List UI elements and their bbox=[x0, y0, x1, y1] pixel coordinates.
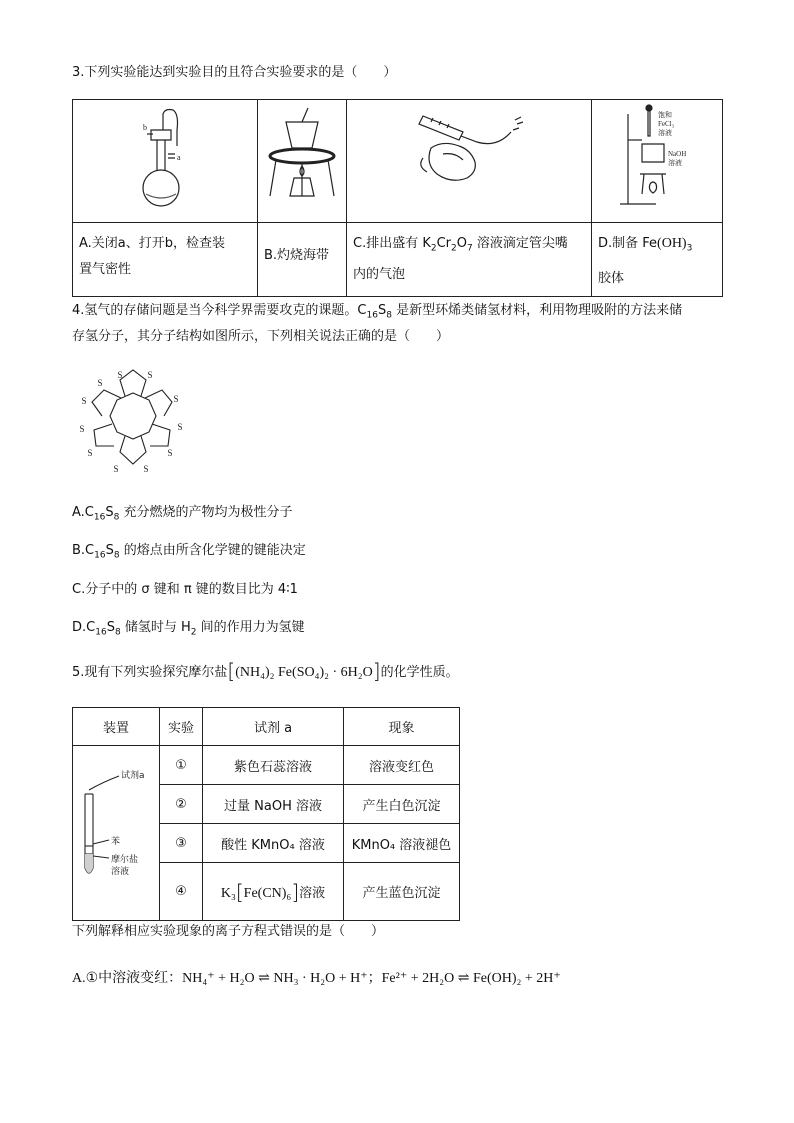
q5-row2-num: ② bbox=[160, 785, 203, 824]
q5-question: 下列解释相应实验现象的离子方程式错误的是（ ） bbox=[72, 924, 385, 939]
svg-text:S: S bbox=[117, 370, 123, 380]
q3-table bbox=[72, 99, 723, 297]
q5-stem: 5.现有下列实验探究摩尔盐[(NH₄)₂ Fe(SO₄)₂ · 6H₂O]的化学性质。 bbox=[72, 659, 459, 683]
svg-text:饱和: 饱和 bbox=[658, 111, 672, 119]
q5-row4-num: ④ bbox=[160, 863, 203, 921]
q5-device-cell bbox=[73, 746, 160, 921]
q3-option-a[interactable] bbox=[73, 223, 258, 297]
q5-header-phenomenon: 现象 bbox=[344, 708, 460, 746]
flask-apparatus-icon bbox=[73, 100, 257, 218]
q5-row1-phenomenon: 溶液变红色 bbox=[344, 746, 460, 785]
q4-option-c[interactable]: C.分子中的 σ 键和 π 键的数目比为 4∶1 bbox=[72, 582, 298, 597]
svg-text:试剂a: 试剂a bbox=[121, 771, 145, 781]
q3-stem: 3.下列实验能达到实验目的且符合实验要求的是（ ） bbox=[72, 65, 397, 80]
q3-b-text: B.灼烧海带 bbox=[264, 248, 330, 263]
q5-row1-reagent: 紫色石蕊溶液 bbox=[203, 746, 344, 785]
q5-header-reagent: 试剂 a bbox=[203, 708, 344, 746]
svg-text:NaOH: NaOH bbox=[668, 150, 687, 158]
q5-row1-num: ① bbox=[160, 746, 203, 785]
svg-text:摩尔盐: 摩尔盐 bbox=[111, 855, 139, 865]
svg-text:S: S bbox=[97, 378, 103, 388]
svg-text:S: S bbox=[113, 464, 119, 474]
q5-row3-num: ③ bbox=[160, 824, 203, 863]
burette-hand-icon bbox=[347, 100, 591, 218]
svg-text:S: S bbox=[143, 464, 149, 474]
q3-option-d[interactable]: D.制备 $Fe(OH)_3$ 胶体 bbox=[592, 223, 723, 297]
q4-option-b[interactable]: $B.C_{16}S_8$ 的熔点由所含化学键的键能决定 bbox=[72, 543, 306, 561]
q3-a-line2: 置气密性 bbox=[79, 262, 132, 277]
q3-image-d bbox=[592, 100, 723, 223]
q5-option-a[interactable]: A.①中溶液变红：NH₄⁺ + H₂O ⇌ NH₃ · H₂O + H⁺；Fe²⁺ + 2H₂O ⇌ Fe(OH)₂ + 2H⁺ bbox=[72, 971, 561, 986]
q3-c-line2: 内的气泡 bbox=[353, 266, 406, 282]
q5-row4-phenomenon: 产生蓝色沉淀 bbox=[344, 863, 460, 921]
svg-text:苯: 苯 bbox=[111, 837, 121, 847]
q5-row3-reagent: 酸性 KMnO₄ 溶液 bbox=[203, 824, 344, 863]
svg-text:S: S bbox=[173, 394, 179, 404]
svg-text:S: S bbox=[177, 422, 183, 432]
q3-image-b bbox=[258, 100, 347, 223]
q4-option-a[interactable]: $A.C_{16}S_8$ 充分燃烧的产物均为极性分子 bbox=[72, 505, 293, 523]
q3-option-c[interactable]: C.排出盛有 $K_2Cr_2O_7$ 溶液滴定管尖嘴 内的气泡 bbox=[347, 223, 592, 297]
crucible-tripod-icon bbox=[258, 100, 346, 218]
test-tube-icon bbox=[73, 746, 159, 916]
q3-option-b[interactable] bbox=[258, 223, 347, 297]
svg-text:b: b bbox=[143, 123, 147, 132]
q3-a-line1: A.关闭a、打开b，检查装 bbox=[79, 236, 226, 251]
svg-text:S: S bbox=[87, 448, 93, 458]
q4-option-d[interactable]: $D.C_{16}S_8$ 储氢时与 $H_2$ 间的作用力为氢键 bbox=[72, 620, 305, 638]
svg-text:S: S bbox=[147, 370, 153, 380]
svg-text:a: a bbox=[177, 153, 181, 162]
svg-text:FeCl₃: FeCl₃ bbox=[658, 120, 675, 128]
svg-text:溶液: 溶液 bbox=[111, 867, 130, 877]
q4-stem-line2: 存氢分子，其分子结构如图所示，下列相关说法正确的是（ ） bbox=[72, 329, 450, 344]
q5-table bbox=[72, 707, 460, 921]
q5-row2-phenomenon: 产生白色沉淀 bbox=[344, 785, 460, 824]
svg-text:S: S bbox=[81, 396, 87, 406]
q3-image-c bbox=[347, 100, 592, 223]
q5-header-device: 装置 bbox=[73, 708, 160, 746]
q3-image-a bbox=[73, 100, 258, 223]
svg-text:S: S bbox=[79, 424, 85, 434]
q5-header-exp: 实验 bbox=[160, 708, 203, 746]
c16s8-structure-icon bbox=[72, 360, 194, 480]
q5-row4-reagent: K₃[Fe(CN)₆]溶液 bbox=[203, 863, 344, 921]
q4-stem-line1: 4.氢气的存储问题是当今科学界需要攻克的课题。$C_{16}S_8$ 是新型环烯类储氢材料，利用物理吸附的方法来储 bbox=[72, 303, 683, 321]
q5-row3-phenomenon: KMnO₄ 溶液褪色 bbox=[344, 824, 460, 863]
q5-row2-reagent: 过量 NaOH 溶液 bbox=[203, 785, 344, 824]
svg-text:溶液: 溶液 bbox=[668, 159, 682, 167]
q3-d-line2: 胶体 bbox=[598, 270, 625, 286]
svg-text:S: S bbox=[167, 448, 173, 458]
colloid-prep-icon bbox=[592, 100, 722, 218]
svg-text:溶液: 溶液 bbox=[658, 129, 672, 137]
